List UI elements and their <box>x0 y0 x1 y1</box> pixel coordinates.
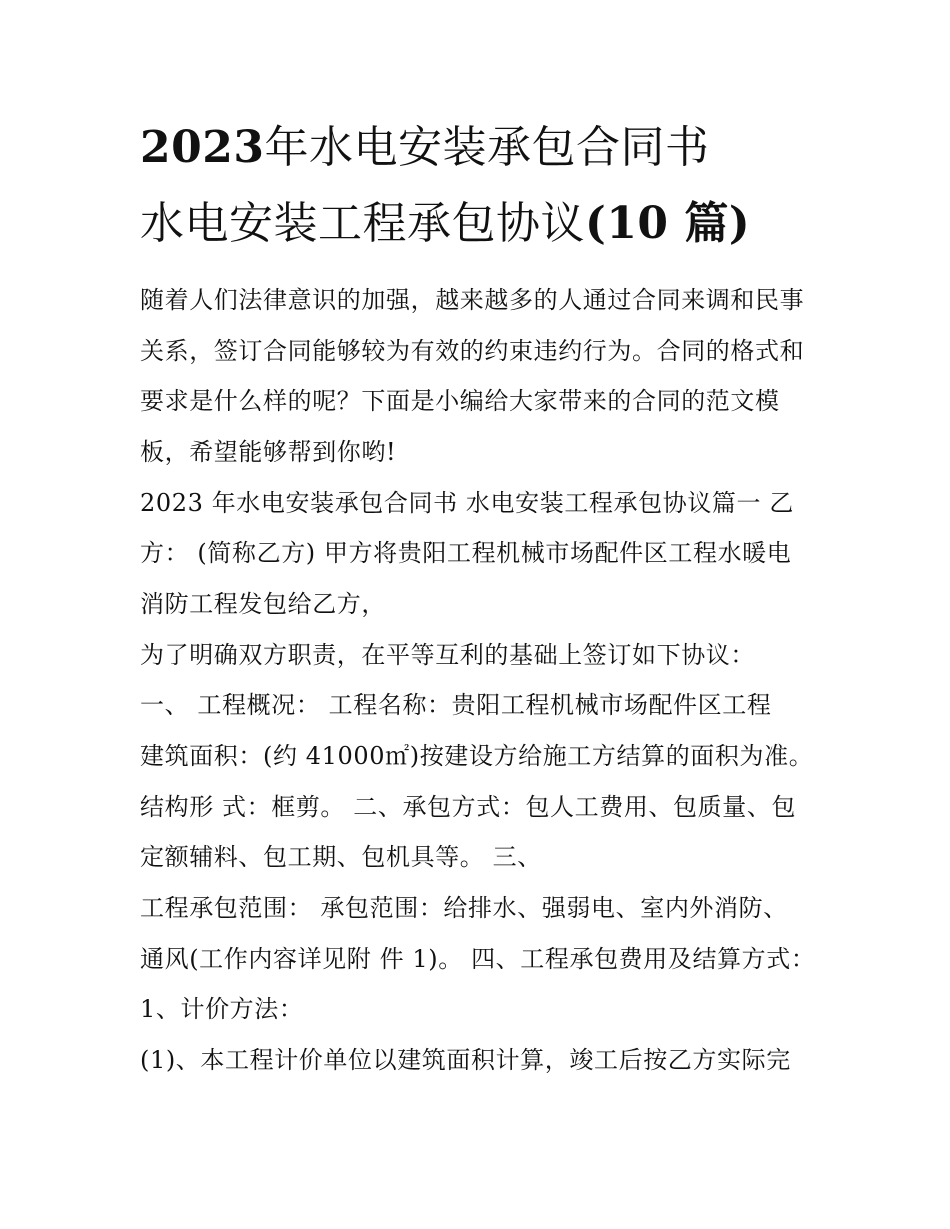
body-line: 结构形 式：框剪。 二、承包方式：包人工费用、包质量、包 <box>140 793 797 821</box>
title-text: 年水电安装承包合同书 <box>264 122 710 173</box>
title-year: 2023 <box>140 122 265 173</box>
body-line: 定额辅料、包工期、包机具等。 三、 <box>140 843 542 871</box>
body-line: 方： (简称乙方) 甲方将贵阳工程机械市场配件区工程水暖电 <box>140 539 792 567</box>
body-line: (1)、本工程计价单位以建筑面积计算，竣工后按乙方实际完 <box>140 1046 791 1074</box>
body-line: 板，希望能够帮到你哟! <box>140 438 397 466</box>
body-line: 建筑面积：(约 41000㎡)按建设方给施工方结算的面积为准。 <box>140 742 814 770</box>
subtitle-count: (10 篇) <box>585 198 751 249</box>
body-line: 随着人们法律意识的加强，越来越多的人通过合同来调和民事 <box>140 286 805 314</box>
body-line: 工程承包范围： 承包范围：给排水、强弱电、室内外消防、 <box>140 894 788 922</box>
body-line: 为了明确双方职责，在平等互利的基础上签订如下协议： <box>140 641 755 669</box>
body-line: 通风(工作内容详见附 件 1)。 四、工程承包费用及结算方式： <box>140 945 816 973</box>
document-title-line-1 <box>140 124 840 172</box>
body-line: 2023 年水电安装承包合同书 水电安装工程承包协议篇一 乙 <box>140 489 794 517</box>
subtitle-text: 水电安装工程承包协议 <box>140 198 585 249</box>
body-line: 1、计价方法： <box>140 995 304 1023</box>
body-line: 消防工程发包给乙方， <box>140 590 386 618</box>
body-line: 要求是什么样的呢？下面是小编给大家带来的合同的范文模 <box>140 387 780 415</box>
document-title-line-2 <box>140 200 840 248</box>
body-line: 一、 工程概况： 工程名称：贵阳工程机械市场配件区工程 <box>140 691 772 719</box>
body-line: 关系，签订合同能够较为有效的约束违约行为。合同的格式和 <box>140 337 805 365</box>
